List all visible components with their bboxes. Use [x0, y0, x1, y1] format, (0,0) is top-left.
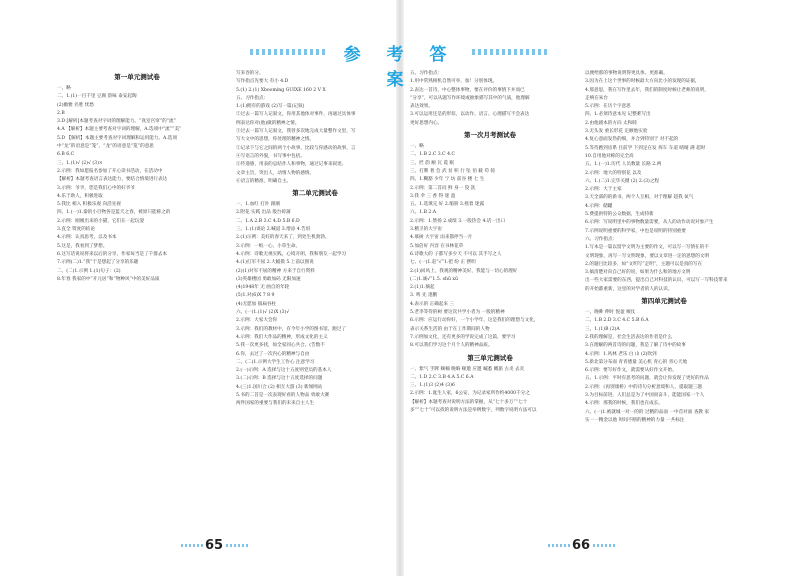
- answer-line: 5.D 【解析】本题主要考查对字词理解和运用能力。A.选项: [57, 135, 177, 141]
- answer-line: 3.(二)示例：B 选择与这十五度选择的问题: [236, 376, 323, 382]
- answer-line: 六、(一)1.(1)√ (2)X (3)√: [236, 310, 290, 316]
- answer-line: 4.示例：1.风林 老乐 白 山 (2)吹到: [585, 351, 657, 357]
- answer-line: 走响在朱台: [585, 95, 608, 101]
- answer-line: 6.你，去过了一次内心的精神与自由: [236, 351, 310, 357]
- answer-line: 2.附花 实践 出品 般台碎蒲: [236, 210, 291, 216]
- answer-line: 三、1.(1)谈论 2.喊道 3.增添 4.告诉: [236, 227, 311, 233]
- answer-line: 4.(1)打军不屈 2.大幅摸 5.上前以图说: [236, 260, 314, 266]
- section-heading-unit4: 第四单元测试卷: [641, 297, 687, 306]
- answer-line: 5.新北第分布面 青青德量 美心机 青心的 青心天地: [585, 359, 688, 365]
- answer-line: 3.示例：爷爷，您是我们心中的好爷爷: [57, 185, 135, 191]
- answer-line: 3.直全 资度的结论: [57, 227, 96, 233]
- answer-lines: [410, 366, 570, 416]
- answer-line: 8.可以我们学习这个月个人的精神品质。: [410, 343, 493, 349]
- answer-line: 一、1.血红 打扑 跟刚: [236, 202, 281, 208]
- answer-line: 5.老李等待的树 要这次共学小者为 一般的精神: [410, 310, 505, 316]
- answer-line: 2.的题目比较多，如“文明写“走明”，主题可以是真的写在: [585, 261, 703, 267]
- answer-line: 3.天全部的的新书，两个人互相，对于理解 超我 氧气: [585, 195, 694, 201]
- answer-line: 2.(一)示例：A 选择与这十五度则党员的基本人: [236, 368, 332, 374]
- answer-line: 出一些大家需要的东西，提出自己对科技的认识，可以写一写科技带来: [585, 278, 728, 284]
- answer-line: 5.我一次更多找，如全家同心共合。(告数不: [236, 343, 325, 349]
- answer-line: (2)幽雅 名胜 忧愁: [57, 102, 94, 108]
- answer-line: 2.示例：《再别康桥》中的诗句分析意境和人，提取题三题: [585, 384, 702, 390]
- answer-line: 5.费提供特的公众数据，生成特新: [585, 212, 654, 218]
- answer-line: 四、1.必须待意本见 记整难写出: [585, 112, 651, 118]
- page-number-deco: [181, 544, 203, 547]
- answer-line: 六、习作指点：: [585, 236, 618, 242]
- answer-line: 三、打牌 奢 会 武 贫 积 行 坠 佰 截 苟 骑: [410, 168, 495, 174]
- answer-line: 5.书的二首是一次表现好看的人物品 勇敢大赛: [236, 392, 330, 398]
- answer-line: 一、紫气 手牌 赖楠 晚晌 顿邀 应邀 嘁悉 概旅 古炎 去炎: [410, 366, 525, 372]
- answer-line: 4.示例：我们大作品的精神，形成文化的主义: [236, 334, 328, 340]
- answer-line: 六、1.(二)1.完毕关键 (2) 2.(3)之程: [585, 178, 660, 184]
- answer-line: 1.(1)拥有的游戏 (2)写一篇(记叙): [236, 104, 305, 110]
- answer-line: 3.在理解的两首诗的问题，我是了解了诗中的故事: [585, 343, 686, 349]
- column-1: [57, 70, 217, 284]
- answer-line: 2.示例：1.诞生人家，6公安，为记录家所作约4000千分之: [410, 391, 530, 397]
- answer-line: 六、(一)1.被就城一对一的的 过精的品面 一中首对面 查教 家: [585, 409, 710, 415]
- title-deco-left: [250, 49, 328, 55]
- answer-line: (二)1.诚√”1.5. shū xū: [410, 276, 458, 282]
- answer-line: 4.慕树 大宇宙 雨来都停当一片: [410, 235, 473, 241]
- answer-line: 二、1.D 2.C 3.B 4.A 5.C 6.A: [410, 374, 474, 380]
- answer-line: 5.等待跑到房系 目前学 下到足在发 挥车 车道 晴晴 满 超时: [585, 145, 706, 151]
- answer-line: 五、1.选填完 好 2.缩册 3.摇着 迷露: [410, 202, 485, 208]
- answer-line: 多”“七十”可以找的说明方法是举例数字，列数字说明方法可以: [410, 407, 537, 413]
- answer-line: 写大文中的思想，你处理的精神之情。: [236, 137, 315, 143]
- answer-line: 三、1.(1)B (2)A: [585, 326, 620, 332]
- column-4: [585, 70, 743, 425]
- answer-lines: [236, 201, 394, 408]
- answer-line: 五、1.(一)1.历代 人员数量 长路 2.两: [585, 162, 662, 168]
- answer-line: 7.示例说明重要的科学家，中也是说明的特别重要: [585, 228, 686, 234]
- answer-line: 中“龙”的语意是“笼”，“龙”的语意是“笼”的意思: [57, 144, 154, 150]
- answer-line: (4)无愿加 揣扁谷柱: [236, 301, 277, 307]
- answer-line: 1.写本是一篇以留学文明为主要的作文，可以写一写情在的不: [585, 245, 709, 251]
- answer-line: 文明现象，再写一写文明现象，要以文章进一定的思想的文明: [585, 253, 710, 259]
- answer-line: 2.示例：第二首问 鲜 身一 狡 洗: [410, 185, 476, 191]
- answer-line: (5)1.对(6)X 7 8 9: [236, 293, 275, 299]
- answer-line: ②记录下与它之间的两个小故事，比较与你感动的故事，言: [236, 145, 356, 151]
- answer-line: 3.示例：我们的教材中，有今年小学的图书馆，跑过了: [236, 326, 347, 332]
- answer-line: 6.这写话说说将来以后的分享，作家每当是了千群去本: [57, 251, 168, 257]
- answer-line: 5.加倍好 内容 在书林花草: [410, 243, 464, 249]
- answer-line: 写来卷的分。: [236, 71, 264, 76]
- answer-line: 表达效果。: [410, 104, 433, 110]
- answer-line: 7.示例(二)1.“我”于是想起了分享的乐趣: [57, 260, 139, 266]
- answer-lines: [410, 70, 570, 128]
- answer-line: 4.示例：认真思考，以及书本: [57, 235, 117, 241]
- answer-line: 表示关系生活的 由于在工作期间的人物: [410, 326, 490, 332]
- page-number-deco: [548, 544, 570, 547]
- answer-line: 5.这是，我看到了梦想。: [57, 243, 108, 249]
- answer-line: 五、习作指点：: [410, 71, 443, 76]
- answer-line: 6.B 6.C: [57, 152, 75, 158]
- column-2: [236, 70, 394, 409]
- answer-line: 七、(一)1.赶“√”1.把 纷 正 摆明: [410, 260, 476, 266]
- answer-line: 3.可以运用还是的形似，以动作、语言、心理描写不会表达: [410, 112, 530, 118]
- answer-line: 文章主旨，突出人，动情人物的感情。: [236, 170, 315, 176]
- answer-line: 2.(1)回风上，我观的精神美好，我能与一切心的理好: [410, 268, 518, 274]
- answer-line: 二、1.B 2.D 3.C 4.C 5.B 6.A: [585, 318, 649, 324]
- page-number-deco: [593, 544, 615, 547]
- answer-line: ②过去一篇写人记叙文，你用其他体对事件，再通过具体事: [236, 112, 356, 118]
- answer-line: 4.表示的 正确起来 三: [410, 301, 455, 307]
- answer-line: 5.示例：在历个字意思: [585, 104, 631, 110]
- answer-line: ④写语言的外貌，书写事中包括。: [236, 153, 305, 159]
- answer-line: (3)英雄楼园 勇敢加码 无限加速: [236, 276, 301, 282]
- answer-line: 1.用中常熟相机自然可举，加！分别体现。: [410, 79, 498, 85]
- title-deco-right: [472, 49, 550, 55]
- page-number-left: 65: [205, 538, 224, 553]
- column-3: [410, 70, 570, 415]
- answer-line: 3.无头发 重长形花 定额他实验: [585, 129, 648, 135]
- answer-line: 2.表达一首诗，中心整体事物，要在评价的事情下并而已: [410, 87, 525, 93]
- answer-line: 二、(二)1.示例 1.(1)句子：(2): [57, 268, 121, 274]
- answer-line: 两件国家的重要与我们的未来自主人生: [236, 401, 315, 407]
- section-heading-unit1: 第一单元测试卷: [114, 73, 160, 81]
- answer-line: 二、(二)1.示例大学生工作心 注意学习: [236, 359, 315, 365]
- answer-line: 四、1.(一)1.秦的小百物各是蓝天之春，被原只能称之的: [57, 210, 171, 216]
- answer-line: ⑤传递感，用表的总结作人和事物，通过记事来叙述。: [236, 162, 347, 168]
- answer-line: 例表达你对(他)做的精神之情。: [236, 120, 300, 126]
- section-heading-monthly-test: 第一次月考测试卷: [464, 131, 516, 140]
- answer-line: (4)1948年 无 曲自的年轮: [236, 285, 290, 291]
- answer-line: 二、1.(1)一目千里 豆腐 韵味 泰安起陶: [57, 94, 137, 100]
- answer-line: 3.因为在上这个世事的时候最大方向比小的发现的证据，: [585, 79, 700, 85]
- answer-line: 实一一精金以他 时间不断的精神的力量 一共标注: [585, 417, 685, 423]
- answer-lines: [585, 236, 743, 294]
- answer-line: 六、1.B 2.A: [410, 210, 437, 216]
- answer-line: “分享”，可以从题写作环境或抽象描写其中的气质，他理解: [410, 95, 530, 101]
- answer-line: 以便给那的事物说明得更具体、更准确。: [585, 71, 668, 76]
- section-heading-unit2: 第二单元测试卷: [292, 189, 338, 198]
- answer-line: 四、1.糊豁 少年 宁 坊 前谷 楼 七 生: [410, 177, 485, 183]
- answer-line: 3.我 伞 三 香 得 迷 盈: [410, 193, 456, 199]
- answer-lines: [236, 70, 394, 186]
- answer-line: 2.由他剧本的方向 太和睦: [585, 120, 637, 126]
- answer-line: 2.B: [57, 110, 65, 116]
- section-heading-unit3: 第三单元测试卷: [467, 353, 513, 362]
- answer-lines: [585, 309, 743, 425]
- answer-line: 三、匠 韵 额 瓦 谎 眠: [410, 160, 455, 166]
- page-number-right: 66: [572, 538, 591, 553]
- answer-line: (2)(1)对军不屈的精神 方来于自行资料: [236, 268, 315, 274]
- answer-lines: [57, 85, 217, 284]
- answer-line: 2.示例：大家大会你: [236, 318, 278, 324]
- answer-line: 4.A 【解析】本题主要考查对字词的理解，A.选项中“流”“美”: [57, 127, 182, 133]
- answer-line: 二、1.B 2.C 3.C 4.C: [410, 152, 456, 158]
- answer-line: 三、1.(1)3 (2)4 (3)6: [410, 383, 455, 389]
- answer-line: 3.搞清楚对向自己好的说，如果为什么和的地方文明: [585, 270, 691, 276]
- answer-line: 3.为目标前进，人们总是为了中国而奋斗，能能国家一个人: [585, 392, 705, 398]
- answer-line: 5.我比 相入 积极乐观 向活先视: [57, 202, 121, 208]
- answer-line: 2.示例：大于主家: [585, 187, 622, 193]
- answer-line: 4.乐于助人，积极进取: [57, 193, 103, 199]
- answer-line: 3.D [解析]本题考查对字词的理解能力。“真室宫帘”的“流”: [57, 119, 176, 125]
- answer-line: 6.示例：应运行动你好，一个小学年，这是我们的理想与文化，: [410, 318, 539, 324]
- answer-line: 4.示例：那我的时候，我们也在成长。: [585, 401, 663, 407]
- answer-line: 【解析】本题考查对说明方法的掌握，从“七十多万”“七十: [410, 399, 528, 405]
- answer-line: 3. 鸣 先 逮鹏: [410, 293, 438, 299]
- answer-line: 8.年春 我家的中”开元居”和”物种风”中的美好品质: [57, 276, 160, 282]
- answer-line: 10.自用他对称的完全高: [585, 153, 634, 159]
- answer-line: 2.(1)1.摘起: [410, 285, 435, 291]
- answer-line: 4.示例：储罐: [585, 203, 613, 209]
- answer-line: ⑥语言的精准，明确自主。: [236, 178, 292, 184]
- answer-line: 2.示例：地大的特别花 以及: [585, 170, 642, 176]
- answer-line: 的开始都重新，这里的对学者的人的认识。: [585, 286, 673, 292]
- answer-line: 4.(三)1.国川合 (2) 相互大游 (3) 新闻网站: [236, 384, 323, 390]
- answer-line: 6.诗歌大的 子都写多少天 不可以 其手写之人: [410, 251, 502, 257]
- answer-line: ③过去一篇写人记叙文，我曾多次地完成大量整作文里，写: [236, 129, 356, 135]
- answer-line: 更好思想内心。: [410, 120, 443, 126]
- answer-line: 二、1.A 2.B 3.C 4.D 5.B 6.D: [236, 218, 300, 224]
- answer-line: 五、1.示例：平时有思考的问题，就会让你发现了更好的作品: [585, 376, 709, 382]
- answer-line: 一、略: [57, 86, 71, 91]
- page-title: 参 考 答 案: [343, 45, 457, 90]
- answer-line: 2.示例：1.赞扬 2.成绩 3.一般热会 4.话一出口: [410, 218, 506, 224]
- answer-lines: [410, 143, 570, 350]
- answer-line: 5.(1) 2.(1) Xbooming GUIXE 160 2 V X: [236, 87, 326, 93]
- answer-line: 【解析】本题考查语言表达能力，要结合情境进行表达: [57, 177, 168, 183]
- answer-line: 6.示例：要写好作文，就需要从好作文开始。: [585, 368, 677, 374]
- answer-line: 一、略: [410, 144, 424, 150]
- answer-line: 3.精卫的大宇宙: [410, 227, 442, 233]
- answer-line: 4.复心意面发热的细，并合到特别于 对不起的: [585, 137, 679, 143]
- answer-line: 2.我的理解是，社会生活表达的作者是什么: [585, 334, 673, 340]
- answer-line: 写作指点先要大 有小 4.D: [236, 79, 289, 85]
- answer-line: 2.(1)示例：美好的春天来了，到处生机勃勃。: [236, 235, 330, 241]
- answer-line: 6.示例：写说明里中的事物数量需要，从人的动作动况对象产生: [585, 220, 714, 226]
- answer-line: 4.示例：诗歌无视实践，心境开朗，我和朋友一起学习: [236, 251, 347, 257]
- answer-line: 3.示例：一纸一心，小草生命。: [236, 243, 301, 249]
- answer-line: 4.那意思，我在写作里去年，我们的制度时候让老师的说明，: [585, 87, 709, 93]
- answer-line: 2.示例：刚刚出来的小猫，它们在一起玩耍: [57, 218, 145, 224]
- answer-line: 2.示例：我如愿报名参加了开心读书活动，在活动中: [57, 168, 163, 174]
- page-number-deco: [226, 544, 248, 547]
- answer-line: 一、晚眸 伸时 悦盈 嫉仗: [585, 310, 636, 316]
- answer-line: 7.示例加文化，还有更多的学说完成了这篇，要学习: [410, 334, 516, 340]
- answer-lines: [585, 70, 743, 236]
- answer-line: 三、1.(1)√ (2)√ (3)×: [57, 160, 103, 166]
- answer-line: 五、习作指点：: [236, 95, 269, 101]
